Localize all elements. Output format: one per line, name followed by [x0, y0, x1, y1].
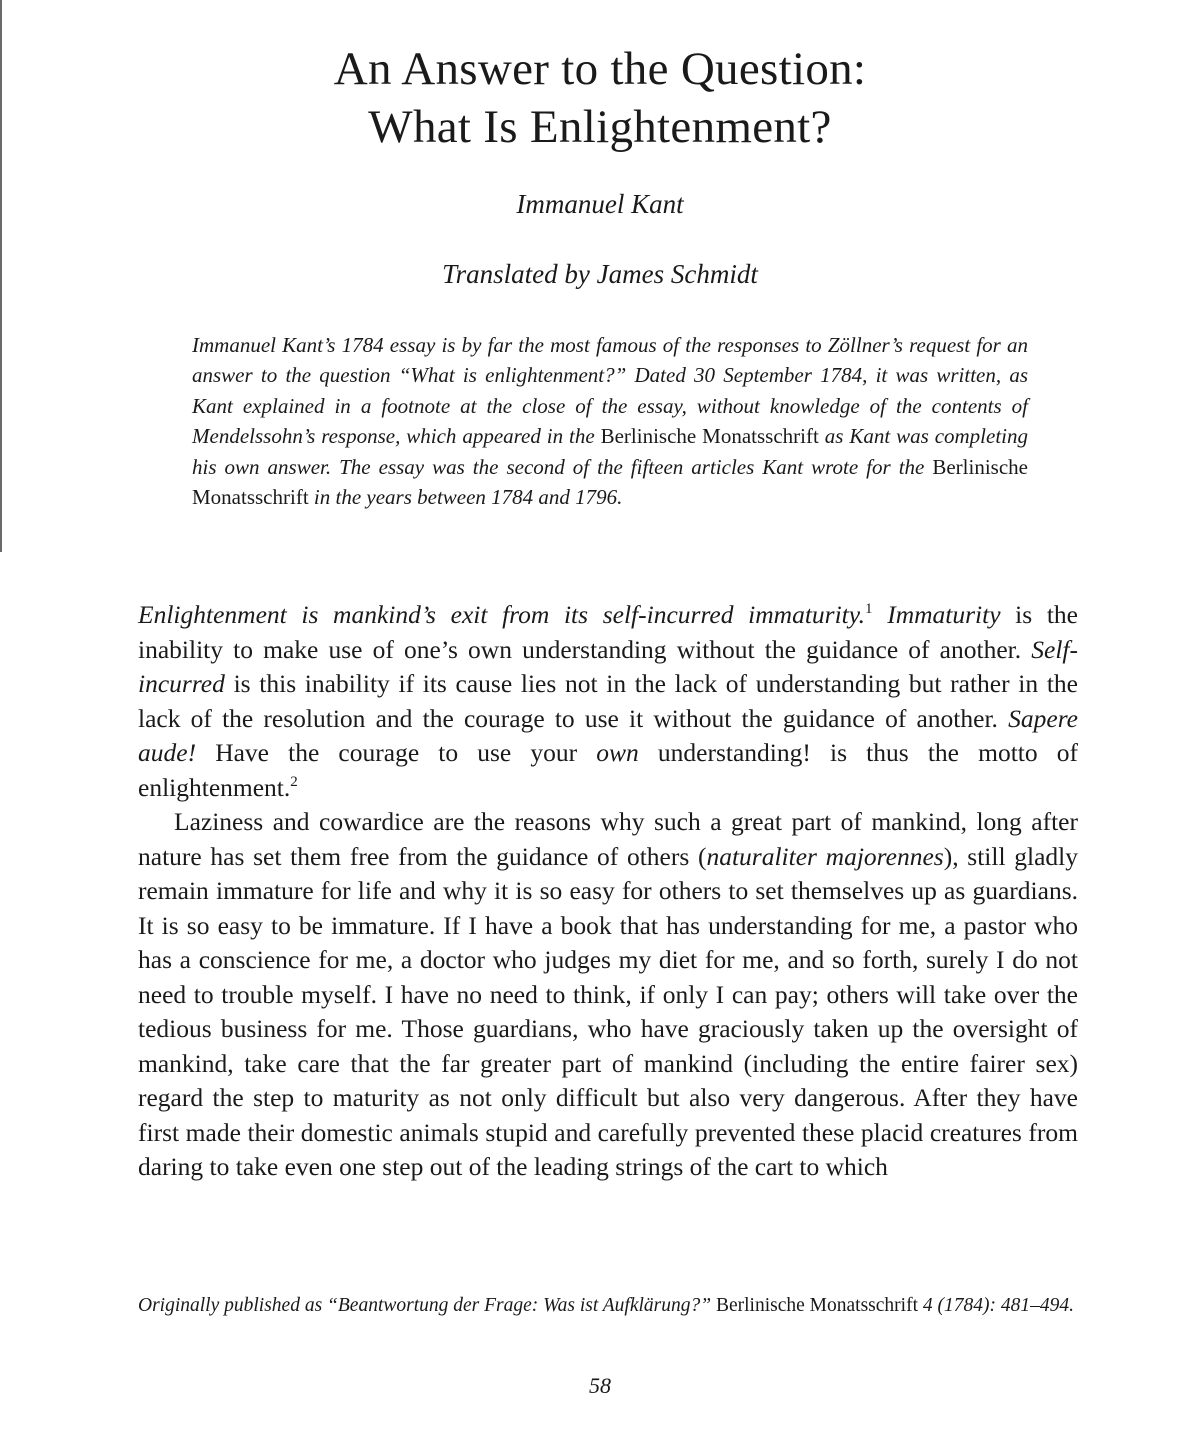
abstract-journal-1: Berlinische Monatsschrift: [600, 424, 819, 449]
translator-credit: Translated by James Schmidt: [442, 259, 758, 289]
p1-italic-4: Sapere aude!: [138, 703, 1078, 767]
abstract-text-3: in the years between 1784 and 1796.: [308, 485, 623, 510]
p1-text-1: [873, 600, 888, 629]
p1-italic-1: Enlightenment is mankind’s exit from its self-incurred immaturity.: [138, 600, 866, 629]
p1-text-4: Have the courage to use your: [196, 738, 597, 767]
footnote-ref-2: 2: [290, 773, 298, 790]
abstract-text-2: as Kant was completing his own answer. The essay was the second of the fifteen articles Kant wrote for the: [192, 424, 1029, 479]
p2-text-2: ), still gladly remain immature for life and why it is so easy for others to set themselves up as guardians. It is so easy to be immature. If I have a book that has understanding for me, a pastor who has a conscience for me, a doctor who judges my diet for me, and so forth, surely I do not need to trouble myself. I have no need to think, if only I can pay; others will take over the tedious business for me. Those guardians, who have graciously taken up the oversight of mankind, take care that the far greater part of mankind (including the entire fairer sex) regard the step to maturity as not only difficult but also very dangerous. After they have first made their domestic animals stupid and carefully prevented these placid creatures from daring to take even one step out of the leading strings of the cart to which: [138, 841, 1078, 1181]
p2-italic-1: naturaliter majorennes: [706, 841, 944, 871]
title-line-1: An Answer to the Question:: [333, 43, 867, 95]
p1-italic-2: Immaturity: [887, 600, 1001, 629]
p1-italic-5: own: [596, 738, 639, 767]
paragraph-1: [138, 598, 1078, 805]
p1-text-2: is the inability to make use of one’s own understanding without the guidance of another.: [138, 600, 1079, 664]
p2-text-1: Laziness and cowardice are the reasons why such a great part of mankind, long after nature has set them free from the guidance of others (: [138, 807, 1078, 871]
p1-text-5: understanding! is thus the motto of enlightenment.: [138, 738, 1078, 802]
footnote-ref-1: 1: [865, 601, 873, 617]
body-text: [138, 598, 1078, 1185]
paragraph-2: [138, 805, 1078, 1185]
footnote-text-2: 4 (1784): 481–494.: [917, 1295, 1074, 1316]
author-name: Immanuel Kant: [516, 189, 684, 219]
title-line-2: What Is Enlightenment?: [368, 101, 832, 153]
p1-italic-3: Self-incurred: [138, 634, 1078, 698]
abstract-journal-2: Berlinische Monatsschrift: [192, 454, 1028, 510]
abstract: [192, 330, 1028, 512]
abstract-text-1: Immanuel Kant’s 1784 essay is by far the most famous of the responses to Zöllner’s request for an answer to the question “What is enlightenment?” Dated 30 September 1784, it was written, as Kant explained in a footnote at the close of the essay, without knowledge of the contents of Mendelssohn’s response, which appeared in the: [192, 333, 1028, 449]
footnote-journal: Berlinische Monatsschrift: [715, 1295, 918, 1316]
page-number: 58: [589, 1373, 611, 1398]
footnote-text-1: Originally published as “Beantwortung der Frage: Was ist Aufklärung?”: [138, 1295, 716, 1316]
publication-footnote: [138, 1292, 1078, 1320]
p1-text-3: is this inability if its cause lies not in the lack of understanding but rather in the lack of the resolution and the courage to use it without the guidance of another.: [138, 669, 1078, 733]
page-title: [0, 40, 1200, 156]
